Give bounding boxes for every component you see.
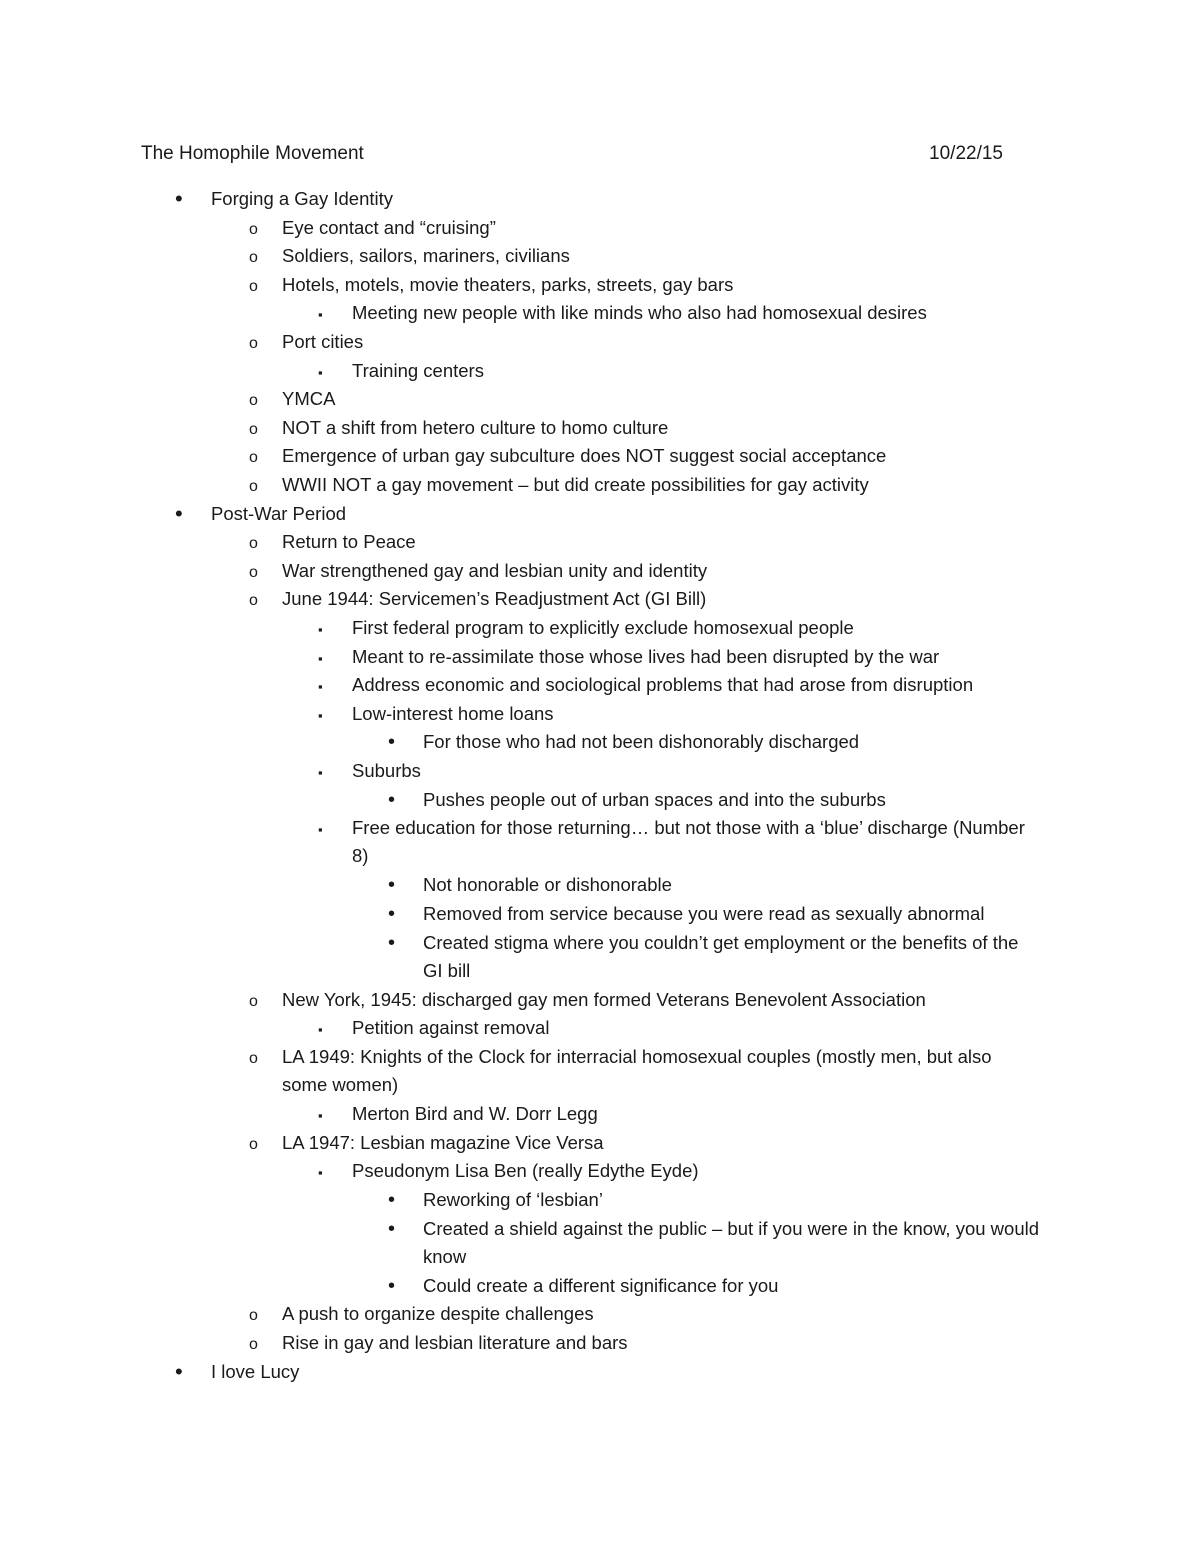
outline-item-level-2: WWII NOT a gay movement – but did create possibilities for gay activity xyxy=(282,474,869,495)
outline-bullet-icon xyxy=(388,871,395,899)
outline-item-level-4: Reworking of ‘lesbian’ xyxy=(423,1189,603,1210)
document-title: The Homophile Movement xyxy=(141,143,364,164)
outline-bullet-icon xyxy=(388,1215,395,1243)
outline-bullet-icon xyxy=(388,900,395,928)
outline-bullet-icon xyxy=(249,414,258,444)
outline-item-level-2: LA 1947: Lesbian magazine Vice Versa xyxy=(282,1131,604,1153)
outline-item-level-3: Meant to re-assimilate those whose lives had been disrupted by the war xyxy=(352,645,940,667)
outline-bullet-icon xyxy=(318,643,323,673)
outline-item-level-3: Suburbs xyxy=(352,760,421,781)
outline-item-level-4: Created stigma where you couldn’t get employment or the benefits of the GI bill xyxy=(423,931,1019,981)
outline-item-level-3: First federal program to explicitly exclude homosexual people xyxy=(352,617,854,638)
outline-bullet-icon xyxy=(388,1186,395,1214)
outline-bullet-icon xyxy=(318,1100,323,1130)
outline-item-level-2: Rise in gay and lesbian literature and bars xyxy=(282,1332,628,1353)
outline-item-level-4: Not honorable or dishonorable xyxy=(423,874,672,896)
outline-item-level-2: Eye contact and “cruising” xyxy=(282,216,496,238)
outline-item-level-3: Free education for those returning… but not those with a ‘blue’ discharge (Number 8) xyxy=(352,817,1025,867)
outline-item-level-4: Pushes people out of urban spaces and into the suburbs xyxy=(423,788,886,810)
outline-bullet-icon xyxy=(249,528,258,558)
outline-item-level-2: War strengthened gay and lesbian unity and identity xyxy=(282,559,708,581)
outline-bullet-icon xyxy=(318,1157,323,1187)
outline-item-level-3: Training centers xyxy=(352,359,484,381)
outline-bullet-icon xyxy=(175,185,189,214)
outline-bullet-icon xyxy=(318,757,323,787)
outline-item-level-2: Port cities xyxy=(282,331,364,352)
outline-bullet-icon xyxy=(249,1300,258,1330)
outline-item-level-3: Petition against removal xyxy=(352,1017,550,1039)
outline-item-level-4: For those who had not been dishonorably discharged xyxy=(423,731,860,753)
outline-bullet-icon xyxy=(249,1043,258,1073)
outline-item-level-3: Low-interest home loans xyxy=(352,702,554,724)
outline-bullet-icon xyxy=(318,1014,323,1044)
outline-item-level-3: Meeting new people with like minds who also had homosexual desires xyxy=(352,302,927,324)
outline-bullet-icon xyxy=(175,1358,189,1387)
outline-bullet-icon xyxy=(318,671,323,701)
outline-item-level-3: Address economic and sociological problems that had arose from disruption xyxy=(352,674,974,696)
outline-item-level-2: Hotels, motels, movie theaters, parks, streets, gay bars xyxy=(282,273,734,295)
outline-item-level-2: A push to organize despite challenges xyxy=(282,1303,594,1325)
outline-bullet-icon xyxy=(318,700,323,730)
outline-bullet-icon xyxy=(249,328,258,358)
outline-bullet-icon xyxy=(388,728,395,756)
outline-bullet-icon xyxy=(388,1272,395,1300)
outline-item-level-3: Pseudonym Lisa Ben (really Edythe Eyde) xyxy=(352,1160,699,1182)
outline-bullet-icon xyxy=(249,1129,258,1159)
outline-bullet-icon xyxy=(249,585,258,615)
outline-bullet-icon xyxy=(249,986,258,1016)
outline-item-level-4: Removed from service because you were read as sexually abnormal xyxy=(423,903,985,924)
outline-item-level-2: Return to Peace xyxy=(282,531,416,553)
outline-bullet-icon xyxy=(249,385,258,415)
outline-bullet-icon xyxy=(318,614,323,644)
outline-bullet-icon xyxy=(249,557,258,587)
document-date: 10/22/15 xyxy=(929,143,1003,164)
outline-item-level-1: Post-War Period xyxy=(211,502,347,524)
outline-item-level-4: Could create a different significance for you xyxy=(423,1274,779,1296)
outline-item-level-1: I love Lucy xyxy=(211,1360,300,1382)
outline-item-level-4: Created a shield against the public – but if you were in the know, you would know xyxy=(423,1217,1040,1267)
outline-bullet-icon xyxy=(388,786,395,814)
outline-bullet-icon xyxy=(318,299,323,329)
outline-item-level-2: LA 1949: Knights of the Clock for interracial homosexual couples (mostly men, but also some women) xyxy=(282,1046,992,1095)
outline-item-level-2: June 1944: Servicemen’s Readjustment Act (GI Bill) xyxy=(282,588,707,610)
outline-bullet-icon xyxy=(318,814,323,844)
outline-item-level-2: Emergence of urban gay subculture does NOT suggest social acceptance xyxy=(282,445,887,467)
outline-bullet-icon xyxy=(249,442,258,472)
outline-bullet-icon xyxy=(388,929,395,957)
outline-bullet-icon xyxy=(249,242,258,272)
outline-item-level-2: Soldiers, sailors, mariners, civilians xyxy=(282,245,570,267)
outline-bullet-icon xyxy=(249,271,258,301)
outline-bullet-icon xyxy=(249,1329,258,1359)
outline-item-level-2: YMCA xyxy=(282,388,336,410)
outline-bullet-icon xyxy=(249,214,258,244)
outline-item-level-1: Forging a Gay Identity xyxy=(211,188,394,209)
outline-bullet-icon xyxy=(175,500,189,529)
outline-item-level-2: New York, 1945: discharged gay men formed Veterans Benevolent Association xyxy=(282,988,926,1010)
outline-bullet-icon xyxy=(249,471,258,501)
outline-item-level-3: Merton Bird and W. Dorr Legg xyxy=(352,1103,598,1125)
outline-bullet-icon xyxy=(318,357,323,387)
outline-item-level-2: NOT a shift from hetero culture to homo culture xyxy=(282,416,669,438)
